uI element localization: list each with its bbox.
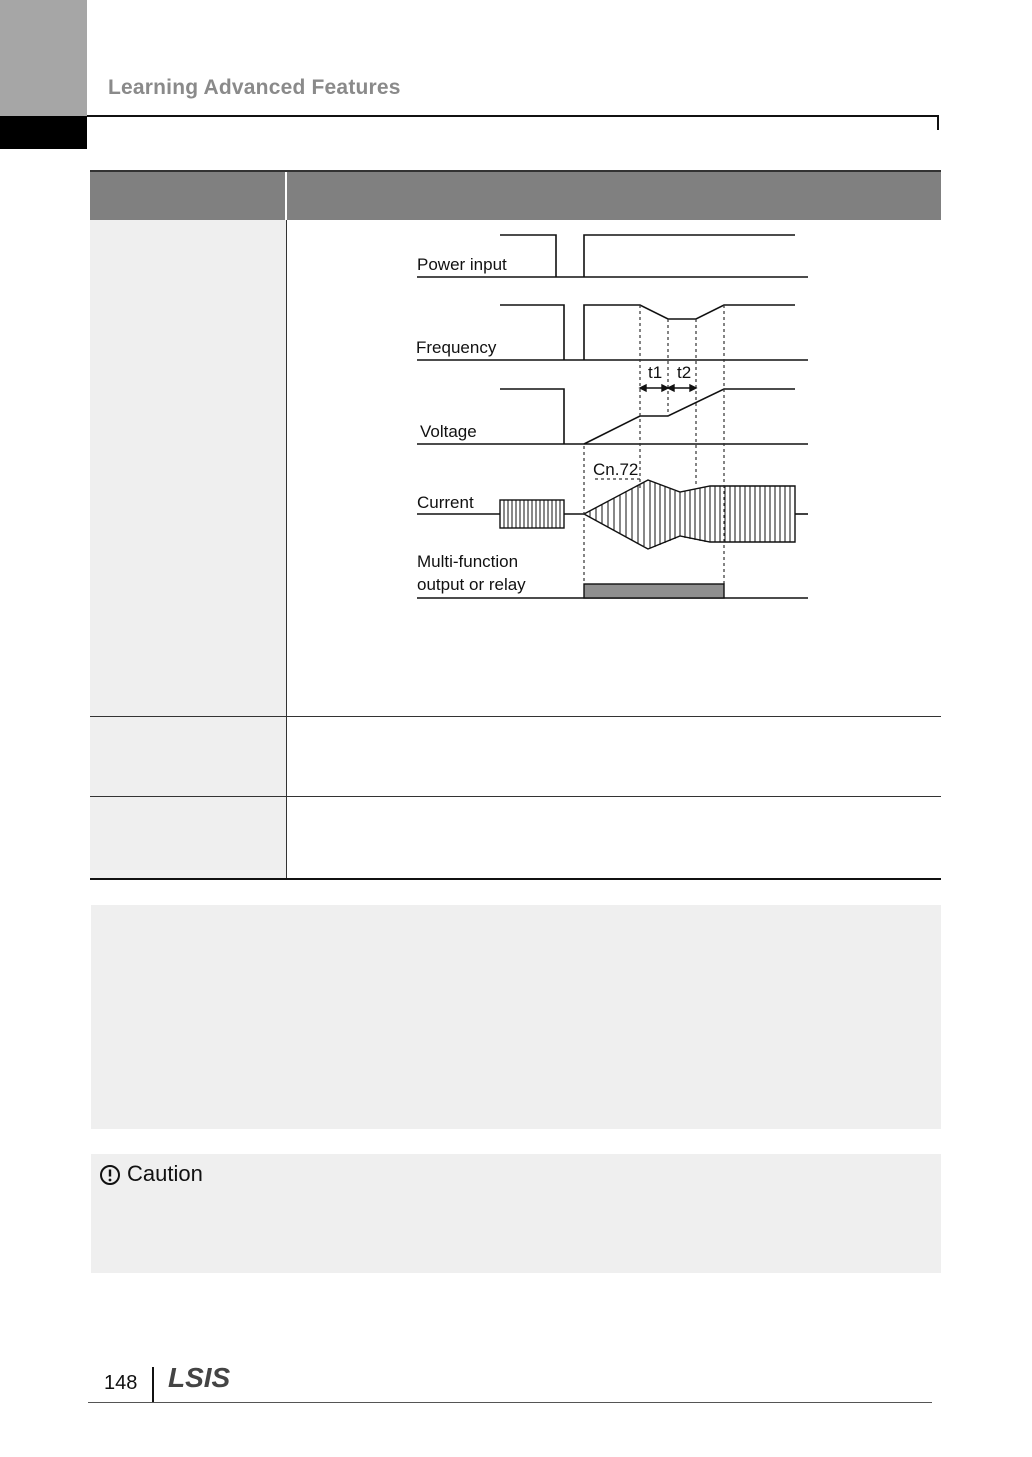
- label-power-input: Power input: [417, 255, 507, 274]
- timing-diagram-graphic: [400, 228, 820, 608]
- power-waveform-before: [500, 235, 556, 277]
- timing-diagram: [400, 228, 820, 608]
- label-t2: t2: [677, 363, 692, 382]
- caution-box: [91, 1154, 941, 1273]
- label-voltage: Voltage: [420, 422, 477, 441]
- row-divider: [90, 796, 941, 797]
- caution-title: Caution: [127, 1161, 203, 1186]
- chapter-tab: [0, 0, 87, 116]
- table-header-divider: [285, 172, 287, 222]
- frequency-waveform-after: [584, 305, 795, 360]
- footer-separator: [152, 1367, 154, 1403]
- label-multi-function: Multi-function: [417, 552, 519, 571]
- label-t1: t1: [648, 363, 663, 382]
- table-header: [90, 170, 941, 220]
- chapter-tab-marker: [0, 116, 87, 149]
- output-active-bar: [584, 584, 724, 598]
- voltage-waveform-after: [584, 389, 795, 444]
- current-envelope-after: [584, 480, 795, 549]
- page-number: 148: [104, 1372, 138, 1394]
- frequency-waveform-before: [500, 305, 564, 360]
- label-output-or-relay: output or relay: [417, 575, 526, 594]
- footer-rule: [88, 1402, 932, 1403]
- caution-icon: [99, 1164, 121, 1186]
- note-box: [91, 905, 941, 1129]
- current-envelope-before: [500, 500, 564, 528]
- row-divider: [90, 716, 941, 717]
- table-bottom-rule: [90, 878, 941, 880]
- header-rule-end: [937, 115, 939, 130]
- company-logo: LSIS: [168, 1362, 231, 1393]
- header-rule: [87, 115, 938, 117]
- label-cn72: Cn.72: [593, 460, 639, 479]
- column-divider: [286, 220, 287, 878]
- voltage-waveform-before: [500, 389, 564, 444]
- label-current: Current: [417, 493, 474, 512]
- table-row-label-cell: [90, 220, 286, 878]
- power-waveform-after: [584, 235, 795, 277]
- page-header-title: Learning Advanced Features: [108, 76, 401, 99]
- label-frequency: Frequency: [416, 338, 497, 357]
